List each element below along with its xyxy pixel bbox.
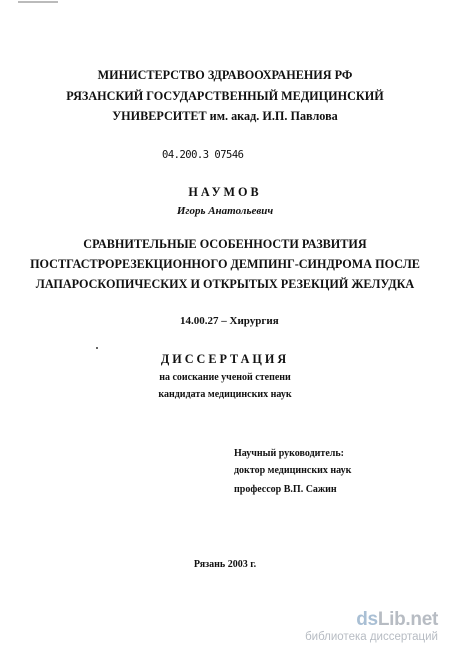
scan-artifact bbox=[18, 1, 58, 3]
author-name: Игорь Анатольевич bbox=[176, 205, 274, 217]
dissertation-title-line1: СРАВНИТЕЛЬНЫЕ ОСОБЕННОСТИ РАЗВИТИЯ bbox=[83, 237, 367, 251]
supervisor-name: профессор В.П. Сажин bbox=[234, 484, 337, 495]
dslib-logo: dsLib.net bbox=[356, 609, 438, 630]
supervisor-degree: доктор медицинских наук bbox=[234, 465, 352, 476]
place-year: Рязань 2003 г. bbox=[193, 559, 257, 570]
ministry-heading: МИНИСТЕРСТВО ЗДРАВООХРАНЕНИЯ РФ bbox=[97, 68, 353, 82]
specialty-code: 14.00.27 – Хирургия bbox=[180, 315, 279, 327]
author-surname: НАУМОВ bbox=[188, 185, 262, 199]
university-heading-line1: РЯЗАНСКИЙ ГОСУДАРСТВЕННЫЙ МЕДИЦИНСКИЙ bbox=[66, 89, 384, 103]
dslib-watermark bbox=[305, 610, 438, 644]
degree-line1: на соискание ученой степени bbox=[159, 372, 291, 383]
supervisor-label: Научный руководитель: bbox=[234, 448, 344, 459]
degree-line2: кандидата медицинских наук bbox=[158, 389, 292, 400]
dissertation-title-line3: ЛАПАРОСКОПИЧЕСКИХ И ОТКРЫТЫХ РЕЗЕКЦИЙ ЖЕЛУДКА bbox=[35, 277, 415, 291]
dissertation-title-line2: ПОСТГАСТРОРЕЗЕКЦИОННОГО ДЕМПИНГ-СИНДРОМА ПОСЛЕ bbox=[30, 257, 420, 271]
registration-number: 04.200.3 07546 bbox=[162, 149, 244, 161]
dslib-subtitle: библиотека диссертаций bbox=[305, 631, 438, 643]
university-heading-line2: УНИВЕРСИТЕТ им. акад. И.П. Павлова bbox=[112, 109, 338, 123]
scan-artifact bbox=[96, 347, 98, 349]
document-type-label: ДИССЕРТАЦИЯ bbox=[160, 352, 290, 366]
